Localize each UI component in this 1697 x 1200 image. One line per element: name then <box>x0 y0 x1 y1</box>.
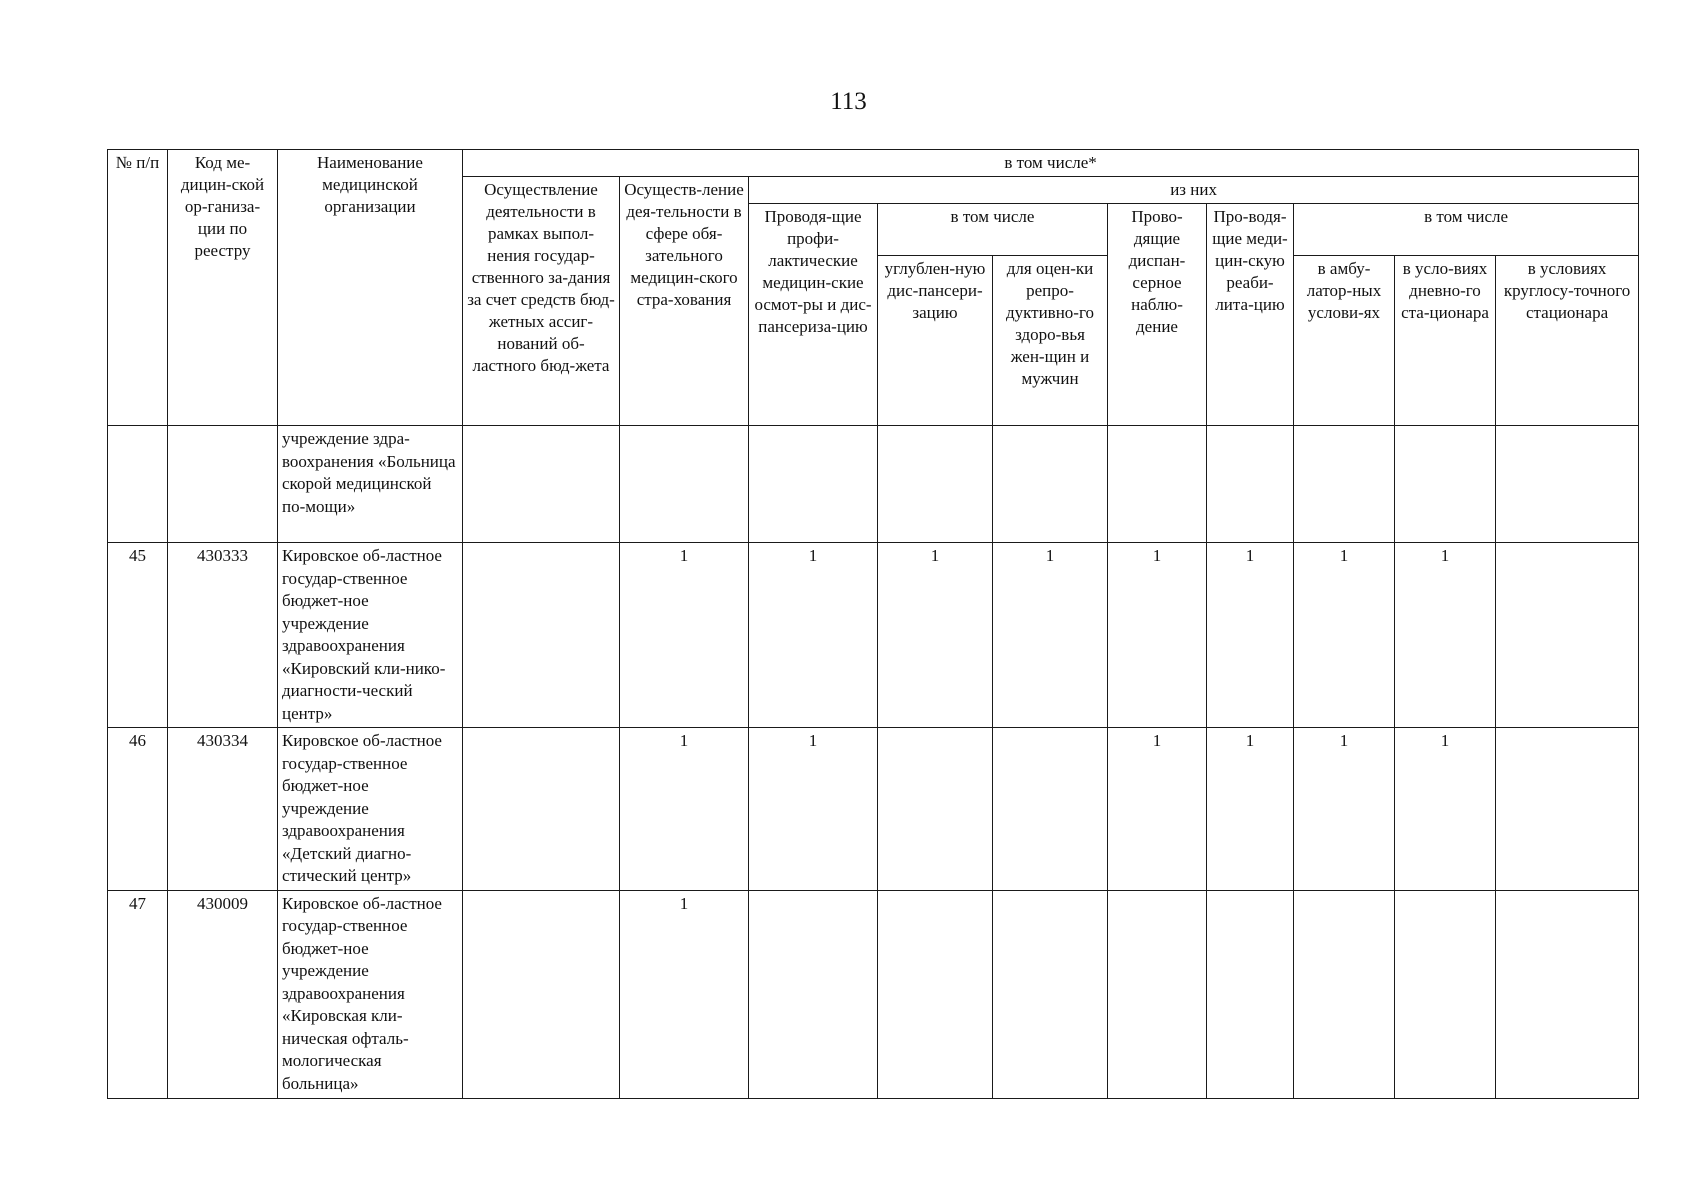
row-cell: 1 <box>878 543 993 728</box>
page-number: 113 <box>830 88 867 115</box>
row-cell <box>878 426 993 543</box>
table-row <box>108 426 1639 543</box>
row-cell <box>1294 890 1395 1098</box>
header-reproductive: для оцен-ки репро-дуктивно-го здоро-вья жен-щин и мужчин <box>993 256 1108 426</box>
row-num: 46 <box>108 728 168 891</box>
row-code: 430009 <box>168 890 278 1098</box>
row-cell <box>1496 543 1639 728</box>
row-cell: 1 <box>1294 728 1395 891</box>
row-cell <box>749 426 878 543</box>
header-ambulatory: в амбу-латор-ных услови-ях <box>1294 256 1395 426</box>
row-cell <box>463 890 620 1098</box>
row-cell: 1 <box>1395 728 1496 891</box>
row-cell: 1 <box>620 543 749 728</box>
header-dispensary: Прово-дящие диспан-серное наблю-дение <box>1108 204 1207 426</box>
row-cell <box>993 728 1108 891</box>
row-cell: 1 <box>1395 543 1496 728</box>
header-round-hospital: в условиях круглосу-точного стационара <box>1496 256 1639 426</box>
row-cell <box>1496 890 1639 1098</box>
row-cell <box>463 543 620 728</box>
header-including-1: в том числе <box>878 204 1108 256</box>
table-row <box>108 890 1639 1098</box>
row-cell <box>878 890 993 1098</box>
row-cell <box>1496 426 1639 543</box>
header-rehab: Про-водя-щие меди-цин-скую реаби-лита-цию <box>1207 204 1294 426</box>
row-cell <box>1207 890 1294 1098</box>
medical-organizations-table <box>107 149 1639 1099</box>
header-day-hospital: в усло-виях дневно-го ста-ционара <box>1395 256 1496 426</box>
row-cell <box>878 728 993 891</box>
row-cell: 1 <box>1108 728 1207 891</box>
header-num: № п/п <box>108 150 168 426</box>
header-name: Наименование медицинской организации <box>278 150 463 426</box>
row-cell <box>1207 426 1294 543</box>
row-cell: 1 <box>1108 543 1207 728</box>
table-row <box>108 543 1639 728</box>
row-cell <box>463 426 620 543</box>
table-row <box>108 728 1639 891</box>
row-code: 430334 <box>168 728 278 891</box>
row-num <box>108 426 168 543</box>
row-cell <box>1108 890 1207 1098</box>
header-state-task: Осуществление деятельности в рамках выпол-нения государ-ственного за-дания за счет средств бюд-жетных ассиг-нований об-ластного бюд-жета <box>463 177 620 426</box>
row-num: 45 <box>108 543 168 728</box>
row-cell <box>1395 890 1496 1098</box>
row-name: Кировское об-ластное государ-ственное бюджет-ное учреждение здравоохранения «Кировская кли-ническая офталь-мологическая больница» <box>278 890 463 1098</box>
row-name: Кировское об-ластное государ-ственное бюджет-ное учреждение здравоохранения «Кировский кли-нико-диагности-ческий центр» <box>278 543 463 728</box>
header-of-them: из них <box>749 177 1639 204</box>
row-cell: 1 <box>1207 543 1294 728</box>
row-name: Кировское об-ластное государ-ственное бюджет-ное учреждение здравоохранения «Детский диагно-стический центр» <box>278 728 463 891</box>
row-code: 430333 <box>168 543 278 728</box>
row-cell: 1 <box>620 728 749 891</box>
header-including-2: в том числе <box>1294 204 1639 256</box>
row-num: 47 <box>108 890 168 1098</box>
row-cell <box>993 890 1108 1098</box>
header-oms: Осуществ-ление дея-тельности в сфере обя-зательного медицин-ского стра-хования <box>620 177 749 426</box>
header-including-star: в том числе* <box>463 150 1639 177</box>
header-deep-dispensarization: углублен-ную дис-пансери-зацию <box>878 256 993 426</box>
row-cell: 1 <box>1207 728 1294 891</box>
row-cell: 1 <box>993 543 1108 728</box>
row-cell <box>993 426 1108 543</box>
header-code: Код ме-дицин-ской ор-ганиза-ции по реестру <box>168 150 278 426</box>
row-cell <box>1395 426 1496 543</box>
row-code <box>168 426 278 543</box>
row-cell: 1 <box>620 890 749 1098</box>
row-cell <box>463 728 620 891</box>
header-preventive: Проводя-щие профи-лактические медицин-ские осмот-ры и дис-пансериза-цию <box>749 204 878 426</box>
row-name: учреждение здра-воохранения «Больница скорой медицинской по-мощи» <box>278 426 463 543</box>
row-cell <box>620 426 749 543</box>
row-cell: 1 <box>1294 543 1395 728</box>
row-cell <box>1294 426 1395 543</box>
row-cell: 1 <box>749 728 878 891</box>
row-cell <box>1108 426 1207 543</box>
row-cell <box>1496 728 1639 891</box>
row-cell <box>749 890 878 1098</box>
row-cell: 1 <box>749 543 878 728</box>
